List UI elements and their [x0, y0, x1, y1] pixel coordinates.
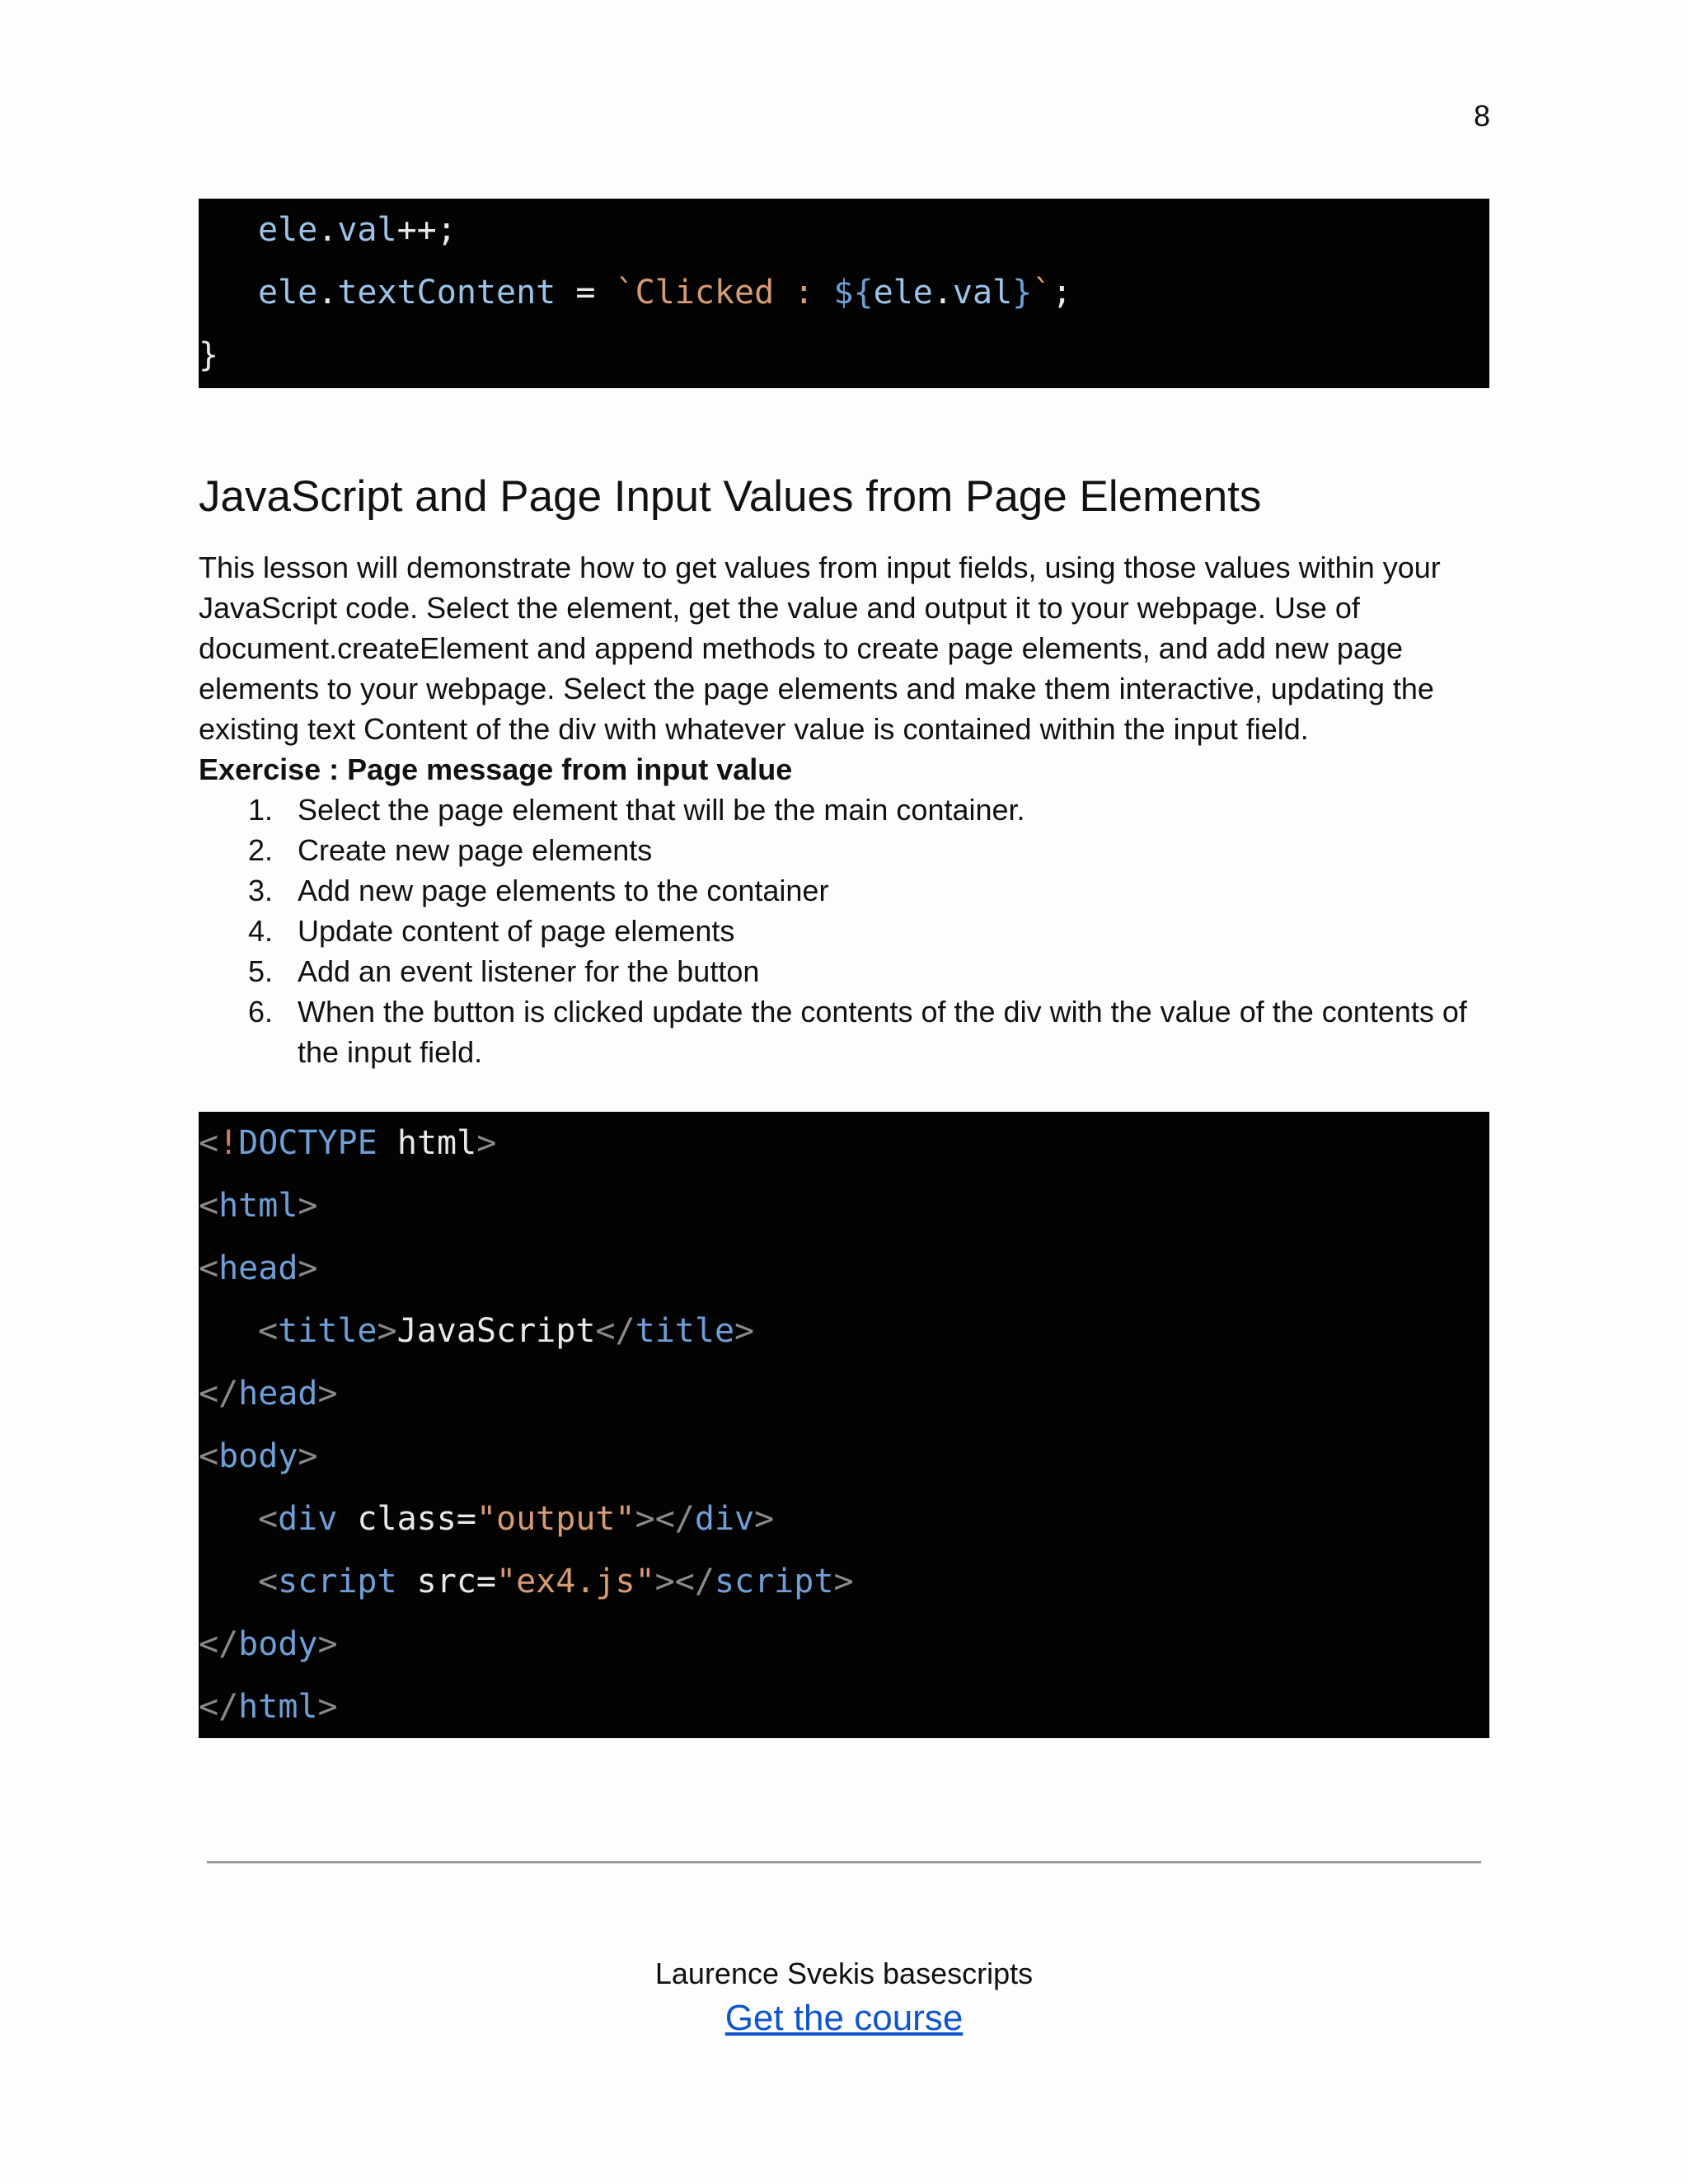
code-token: </ — [199, 1625, 239, 1663]
code-token: "ex4.js" — [496, 1563, 655, 1601]
code-token: `Clicked : — [615, 274, 834, 312]
get-course-link[interactable]: Get the course — [724, 1998, 964, 2038]
code-token: > — [317, 1375, 338, 1413]
code-token: < — [258, 1312, 279, 1350]
code-token: . — [932, 274, 953, 312]
code-token: > — [317, 1625, 338, 1663]
code-block-top — [199, 199, 1489, 388]
code-line — [199, 1613, 1489, 1675]
step-text: Create new page elements — [298, 833, 653, 867]
exercise-step — [199, 830, 1493, 870]
code-token: > — [654, 1563, 675, 1601]
code-token: } — [199, 336, 219, 374]
code-token: </ — [674, 1563, 715, 1601]
code-token: html — [238, 1688, 318, 1726]
exercise-step — [199, 911, 1493, 951]
code-token — [377, 1124, 397, 1162]
code-token: ; — [1052, 274, 1072, 312]
step-text: Update content of page elements — [298, 914, 735, 948]
code-token: < — [199, 1124, 219, 1162]
code-token: </ — [199, 1688, 239, 1726]
code-line — [199, 1112, 1489, 1174]
footer-divider — [207, 1861, 1481, 1863]
step-text: Add an event listener for the button — [298, 954, 760, 988]
exercise-step — [199, 991, 1493, 1072]
code-line — [199, 324, 1489, 387]
code-token: head — [218, 1249, 298, 1287]
code-token: ! — [218, 1124, 239, 1162]
code-token: > — [754, 1500, 775, 1538]
lesson-paragraph: This lesson will demonstrate how to get values from input fields, using those values within your JavaScript code. Select the element, get the value and output it to your webpage. Use of document.createElement and append methods to create page elements, and add new page elements to your webpage. Select the page elements and make them interactive, updating the existing text Content of the div with whatever value is contained within the input field. — [199, 551, 1441, 746]
code-token: body — [218, 1437, 298, 1475]
step-text: When the button is clicked update the contents of the div with the value of the contents of the input field. — [298, 995, 1467, 1069]
code-token: div — [278, 1500, 338, 1538]
code-token: = — [476, 1563, 497, 1601]
code-token: > — [298, 1187, 318, 1225]
code-line — [199, 1550, 1489, 1613]
code-token: < — [199, 1437, 219, 1475]
code-token: html — [218, 1187, 298, 1225]
code-token: class — [337, 1500, 457, 1538]
step-number: 4. — [248, 914, 274, 948]
code-block-html — [199, 1112, 1489, 1738]
code-token: body — [238, 1625, 318, 1663]
code-line — [199, 1174, 1489, 1237]
code-token: } — [1012, 274, 1033, 312]
step-number: 2. — [248, 833, 274, 867]
footer-author: Laurence Svekis basescripts — [654, 1957, 1034, 1990]
code-token: head — [238, 1375, 318, 1413]
code-token: ${ — [833, 274, 874, 312]
code-token: html — [396, 1124, 477, 1162]
code-token: > — [833, 1563, 854, 1601]
code-token: > — [298, 1437, 318, 1475]
code-token: ele — [873, 274, 933, 312]
code-token: title — [278, 1312, 377, 1350]
code-token: > — [734, 1312, 755, 1350]
code-token: src — [396, 1563, 476, 1601]
code-line — [199, 1675, 1489, 1738]
code-token: < — [199, 1249, 219, 1287]
exercise-step — [199, 790, 1493, 830]
code-token: JavaScript — [396, 1312, 596, 1350]
step-text: Add new page elements to the container — [298, 874, 829, 907]
exercise-step — [199, 951, 1493, 991]
code-token: > — [377, 1312, 397, 1350]
code-token: title — [635, 1312, 735, 1350]
code-token: ++; — [396, 211, 457, 249]
exercise-title: Exercise : Page message from input value — [199, 752, 793, 786]
code-line — [199, 1488, 1489, 1550]
step-number: 5. — [248, 954, 274, 988]
step-text: Select the page element that will be the main container. — [298, 793, 1025, 827]
code-line — [199, 1237, 1489, 1300]
code-line — [199, 1362, 1489, 1425]
code-token: </ — [654, 1500, 695, 1538]
code-line — [199, 1425, 1489, 1488]
code-token: ` — [1032, 274, 1053, 312]
code-token: val — [952, 274, 1013, 312]
footer-link-wrapper — [0, 1998, 1688, 2039]
step-number: 3. — [248, 874, 274, 907]
code-token: > — [476, 1124, 497, 1162]
step-number: 1. — [248, 793, 274, 827]
code-token: </ — [595, 1312, 635, 1350]
code-token: < — [199, 1187, 219, 1225]
section-heading: JavaScript and Page Input Values from Page Elements — [199, 472, 1262, 521]
code-token: > — [317, 1688, 338, 1726]
code-line — [199, 1300, 1489, 1362]
code-token: textContent — [337, 274, 556, 312]
code-token: DOCTYPE — [238, 1124, 377, 1162]
code-token: = — [556, 274, 616, 312]
exercise-step — [199, 870, 1493, 911]
code-token: < — [258, 1500, 279, 1538]
code-token: "output" — [476, 1500, 635, 1538]
code-token: > — [635, 1500, 655, 1538]
code-line — [199, 261, 1489, 324]
code-token: = — [456, 1500, 476, 1538]
page-number: 8 — [1473, 99, 1490, 133]
code-token: val — [337, 211, 397, 249]
exercise-steps — [199, 790, 1493, 1072]
code-token: script — [278, 1563, 397, 1601]
code-token: < — [258, 1563, 279, 1601]
code-token: . — [317, 274, 338, 312]
code-line — [199, 199, 1489, 261]
code-token: ele — [258, 211, 318, 249]
code-token: div — [694, 1500, 755, 1538]
code-token: ele — [258, 274, 318, 312]
code-token: > — [298, 1249, 318, 1287]
code-token: . — [317, 211, 338, 249]
step-number: 6. — [248, 995, 274, 1029]
code-token: script — [714, 1563, 834, 1601]
code-token: </ — [199, 1375, 239, 1413]
